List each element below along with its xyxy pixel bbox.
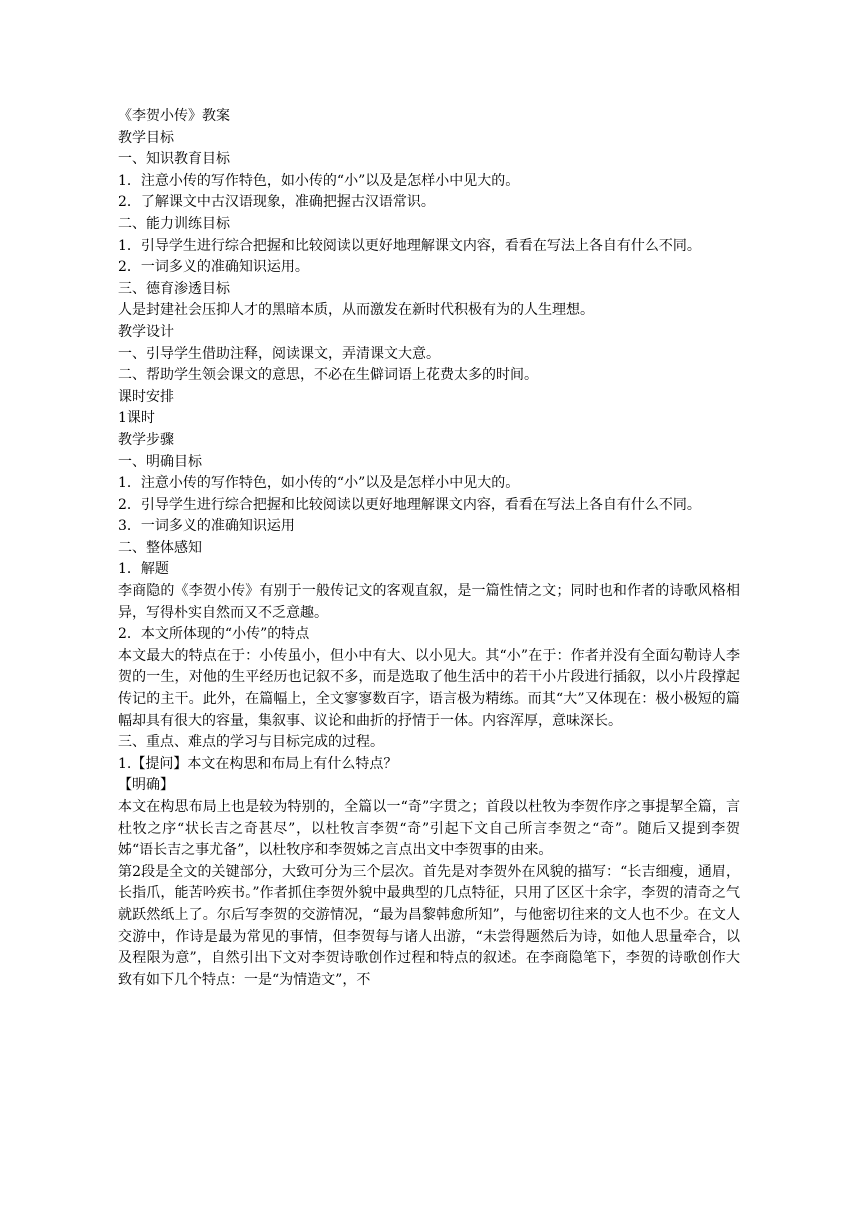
list-item: 1．注意小传的写作特色，如小传的“小”以及是怎样小中见大的。 — [118, 172, 520, 189]
section-heading: 课时安排 — [118, 388, 174, 405]
paragraph: 1课时 — [118, 410, 155, 427]
subsection-heading: 三、德育渗透目标 — [118, 280, 230, 297]
paragraph: 本文在构思布局上也是较为特别的，全篇以一“奇”字贯之；首段以杜牧为李贺作序之事提挈全篇，言杜牧之序“状长吉之奇甚尽”，以杜牧言李贺“奇”引起下文自己所言李贺之“奇”。随后又提到李贺姊“语长吉之事尤备”，以杜牧序和李贺姊之言点出文中李贺事的由来。 — [118, 799, 740, 859]
subsection-heading: 一、明确目标 — [118, 453, 202, 470]
paragraph: 本文最大的特点在于：小传虽小，但小中有大、以小见大。其“小”在于：作者并没有全面勾勒诗人李贺的一生，对他的生平经历也记叙不多，而是选取了他生活中的若干小片段进行插叙，以小片段撑起传记的主干。此外，在篇幅上，全文寥寥数百字，语言极为精练。而其“大”又体现在：极小极短的篇幅却具有很大的容量，集叙事、议论和曲折的抒情于一体。内容浑厚，意味深长。 — [118, 647, 740, 729]
doc-title: 《李贺小传》教案 — [118, 108, 230, 124]
section-heading: 教学设计 — [118, 323, 174, 340]
list-item: 1．注意小传的写作特色，如小传的“小”以及是怎样小中见大的。 — [118, 475, 520, 492]
paragraph: 第2段是全文的关键部分，大致可分为三个层次。首先是对李贺外在风貌的描写：“长吉细瘦，通眉，长指爪，能苦吟疾书。”作者抓住李贺外貌中最典型的几点特征，只用了区区十余字，李贺的清奇之气就跃然纸上了。尔后写李贺的交游情况，“最为昌黎韩愈所知”，与他密切往来的文人也不少。在文人交游中，作诗是最为常见的事情，但李贺每与诸人出游，“未尝得题然后为诗，如他人思量牵合，以及程限为意”，自然引出下文对李贺诗歌创作过程和特点的叙述。在李商隐笔下，李贺的诗歌创作大致有如下几个特点：一是“为情造文”，不 — [118, 863, 740, 988]
subsection-heading: 一、知识教育目标 — [118, 151, 230, 168]
list-item: 2．本文所体现的“小传”的特点 — [118, 626, 310, 643]
paragraph: 人是封建社会压抑人才的黑暗本质，从而激发在新时代积极有为的人生理想。 — [118, 302, 594, 319]
list-item: 二、帮助学生领会课文的意思，不必在生僻词语上花费太多的时间。 — [118, 367, 538, 384]
list-item: 2．了解课文中古汉语现象，准确把握古汉语常识。 — [118, 194, 435, 211]
list-item: 2．引导学生进行综合把握和比较阅读以更好地理解课文内容，看看在写法上各自有什么不同。 — [118, 496, 701, 513]
paragraph: 李商隐的《李贺小传》有别于一般传记文的客观直叙，是一篇性情之文；同时也和作者的诗歌风格相异，写得朴实自然而又不乏意趣。 — [118, 583, 740, 621]
subsection-heading: 二、整体感知 — [118, 539, 202, 556]
list-item: 2．一词多义的准确知识运用。 — [118, 259, 309, 276]
question: 1.【提问】本文在构思和布局上有什么特点？ — [118, 755, 398, 772]
list-item: 3．一词多义的准确知识运用 — [118, 518, 295, 535]
section-heading: 教学步骤 — [118, 431, 174, 448]
section-heading: 教学目标 — [118, 129, 174, 146]
answer-label: 【明确】 — [118, 777, 174, 794]
list-item: 1．引导学生进行综合把握和比较阅读以更好地理解课文内容，看看在写法上各自有什么不同。 — [118, 237, 701, 254]
list-item: 1．解题 — [118, 561, 169, 578]
document-page — [118, 106, 740, 991]
subsection-heading: 三、重点、难点的学习与目标完成的过程。 — [118, 734, 384, 751]
list-item: 一、引导学生借助注释，阅读课文，弄清课文大意。 — [118, 345, 440, 362]
subsection-heading: 二、能力训练目标 — [118, 215, 230, 232]
